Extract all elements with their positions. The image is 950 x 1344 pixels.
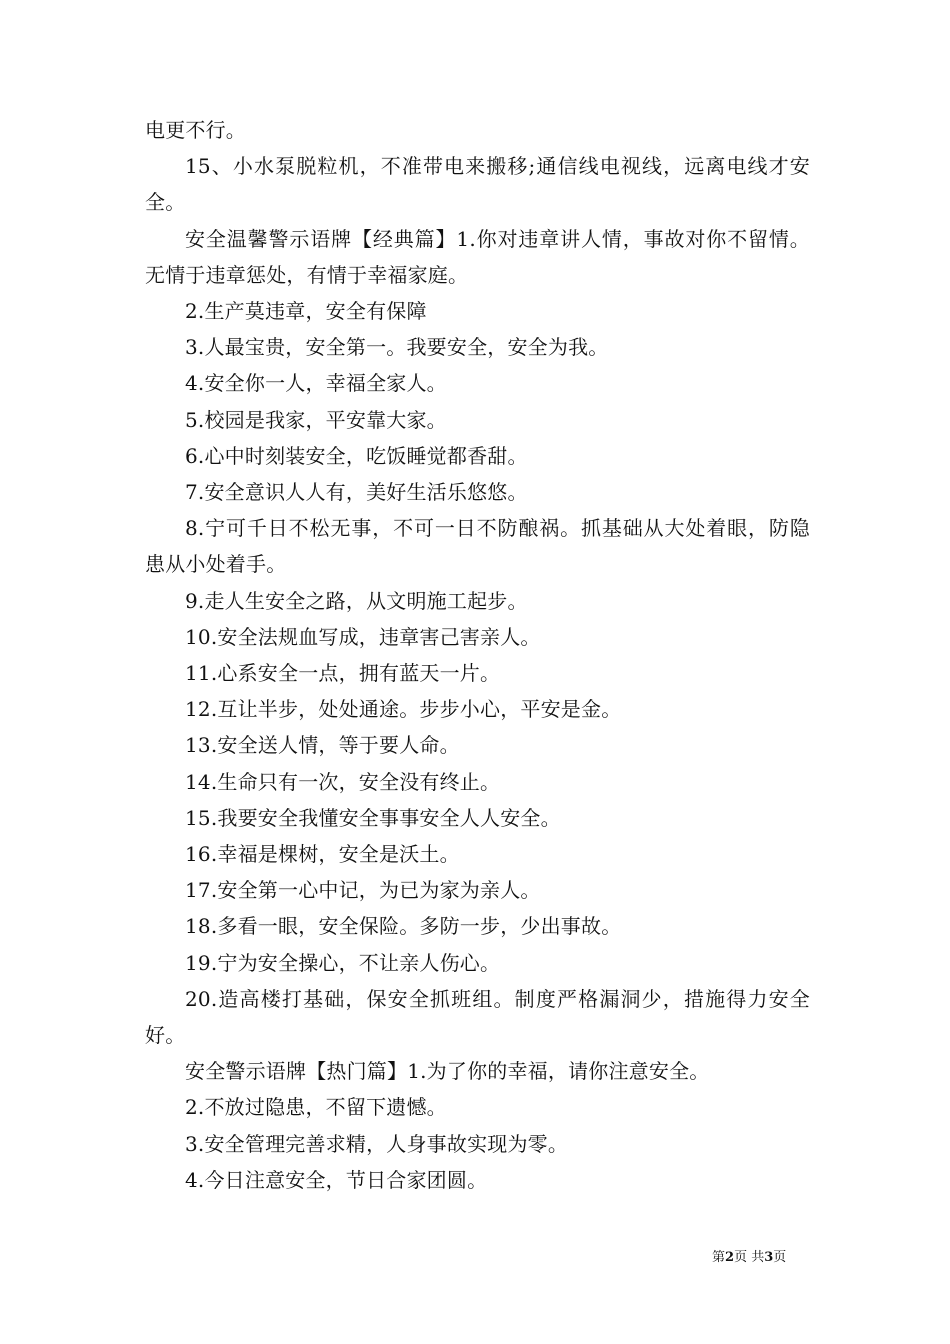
paragraph: 15.我要安全我懂安全事事安全人人安全。: [185, 805, 561, 830]
paragraph: 9.走人生安全之路，从文明施工起步。: [185, 588, 528, 613]
paragraph: 3.安全管理完善求精，人身事故实现为零。: [185, 1131, 569, 1156]
paragraph: 电更不行。: [145, 118, 246, 142]
paragraph: 13.安全送人情，等于要人命。: [185, 733, 460, 758]
paragraph: 11.心系安全一点，拥有蓝天一片。: [185, 661, 501, 686]
footer-prefix: 第: [712, 1250, 726, 1265]
paragraph: 14.生命只有一次，安全没有终止。: [185, 769, 501, 794]
current-page-number: 2: [725, 1250, 735, 1265]
paragraph: 15、小水泵脱粒机，不准带电来搬移;通信线电视线，远离电线才安全。: [145, 154, 810, 215]
paragraph: 4.今日注意安全，节日合家团圆。: [185, 1167, 488, 1192]
paragraph: 12.互让半步，处处通途。步步小心，平安是金。: [185, 697, 622, 722]
paragraph: 2.生产莫违章，安全有保障: [185, 299, 427, 324]
page-footer: [712, 1246, 786, 1265]
total-pages-number: 3: [764, 1250, 774, 1265]
paragraph: 3.人最宝贵，安全第一。我要安全，安全为我。: [185, 335, 609, 360]
paragraph: 19.宁为安全操心，不让亲人伤心。: [185, 950, 501, 975]
paragraph: 安全温馨警示语牌【经典篇】1.你对违章讲人情，事故对你不留情。无情于违章惩处，有情于幸福家庭。: [145, 226, 810, 287]
document-body: [145, 112, 810, 1198]
footer-middle: 页 共: [734, 1250, 765, 1265]
paragraph: 18.多看一眼，安全保险。多防一步，少出事故。: [185, 914, 622, 939]
paragraph: 10.安全法规血写成，违章害己害亲人。: [185, 624, 541, 649]
paragraph: 17.安全第一心中记，为已为家为亲人。: [185, 878, 541, 903]
footer-suffix: 页: [773, 1250, 787, 1265]
paragraph: 2.不放过隐患，不留下遗憾。: [185, 1095, 447, 1120]
paragraph: 8.宁可千日不松无事，不可一日不防酿祸。抓基础从大处着眼，防隐患从小处着手。: [145, 516, 810, 577]
paragraph: 安全警示语牌【热门篇】1.为了你的幸福，请你注意安全。: [185, 1059, 710, 1084]
paragraph: 6.心中时刻装安全，吃饭睡觉都香甜。: [185, 443, 528, 468]
paragraph: 16.幸福是棵树，安全是沃土。: [185, 842, 460, 867]
paragraph: 5.校园是我家，平安靠大家。: [185, 407, 447, 432]
paragraph: 20.造高楼打基础，保安全抓班组。制度严格漏洞少，措施得力安全好。: [145, 986, 810, 1048]
paragraph: 7.安全意识人人有，美好生活乐悠悠。: [185, 480, 528, 505]
paragraph: 4.安全你一人，幸福全家人。: [185, 371, 447, 396]
